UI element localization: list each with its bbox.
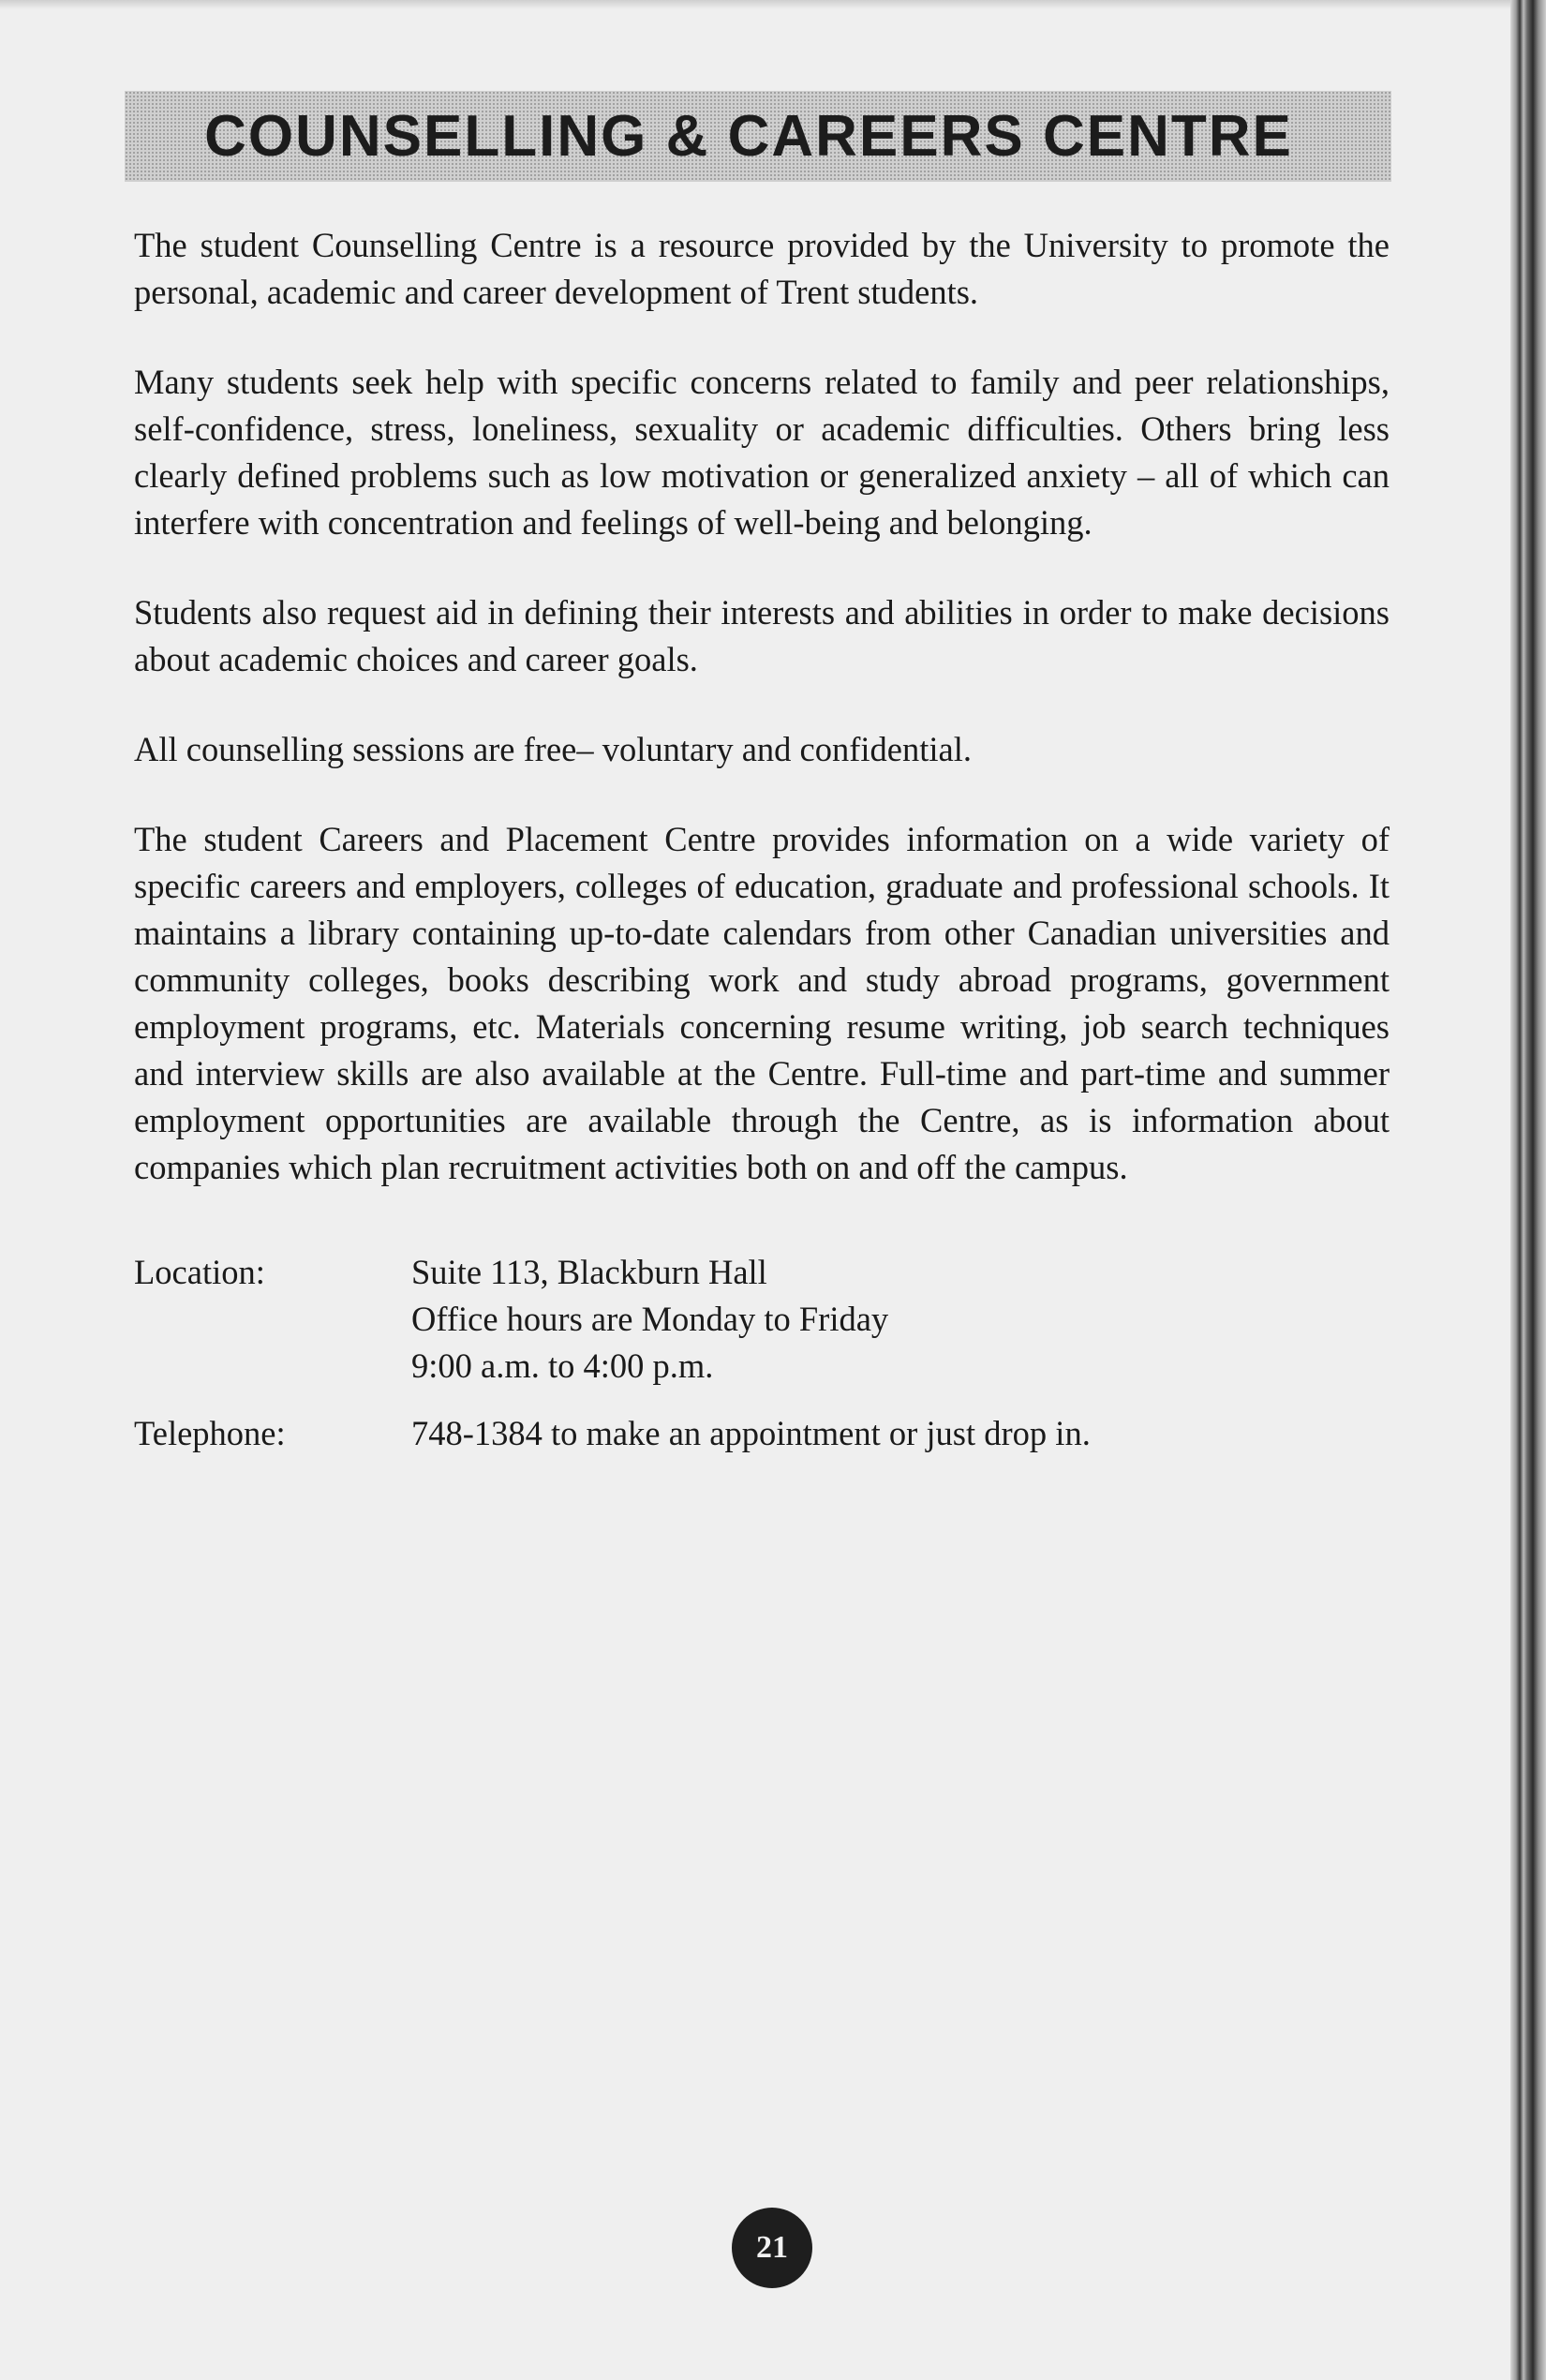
telephone-row [134, 1410, 1390, 1457]
page-number-badge: 21 [732, 2208, 812, 2288]
body-text [134, 222, 1390, 1478]
paragraph-careers: The student Careers and Placement Centre provides information on a wide variety of specific careers and employers, colleges of education, graduate and professional schools. It maintains a library containing up-to-date calendars from other Canadian universities and community colleges, books describing work and study abroad programs, government employment programs, etc. Materials concerning resume writing, job search techniques and interview skills are also available at the Centre. Full-time and part-time and summer employment opportunities are available through the Centre, as is information about companies which plan recruitment activities both on and off the campus. [134, 820, 1390, 1186]
telephone-lines [411, 1410, 1091, 1457]
location-line: 9:00 a.m. to 4:00 p.m. [411, 1346, 714, 1385]
contact-details [134, 1249, 1390, 1457]
paragraph-interests: Students also request aid in defining their interests and abilities in order to make decisions about academic choices and career goals. [134, 593, 1390, 678]
location-line: Suite 113, Blackburn Hall [411, 1253, 767, 1291]
paragraph-concerns: Many students seek help with specific concerns related to family and peer relationships, self-confidence, stress, loneliness, sexuality or academic difficulties. Others bring less clearly defined problems such as low motivation or generalized anxiety – all of which can interfere with concentration and feelings of well-being and belonging. [134, 363, 1390, 542]
telephone-text: 748-1384 to make an appointment or just drop in. [411, 1414, 1091, 1452]
paragraph-confidential: All counselling sessions are free– voluntary and confidential. [134, 730, 973, 768]
location-row [134, 1249, 1390, 1390]
page-top-shadow [0, 0, 1510, 9]
location-lines [411, 1249, 888, 1390]
page-title: COUNSELLING & CAREERS CENTRE [204, 104, 1293, 169]
telephone-label: Telephone: [134, 1414, 286, 1452]
book-spine-edge [1510, 0, 1546, 2380]
location-line: Office hours are Monday to Friday [411, 1300, 889, 1338]
heading-banner [125, 91, 1391, 182]
location-label: Location: [134, 1253, 265, 1291]
paragraph-intro: The student Counselling Centre is a resource provided by the University to promote the personal, academic and career development of Trent students. [134, 226, 1390, 311]
